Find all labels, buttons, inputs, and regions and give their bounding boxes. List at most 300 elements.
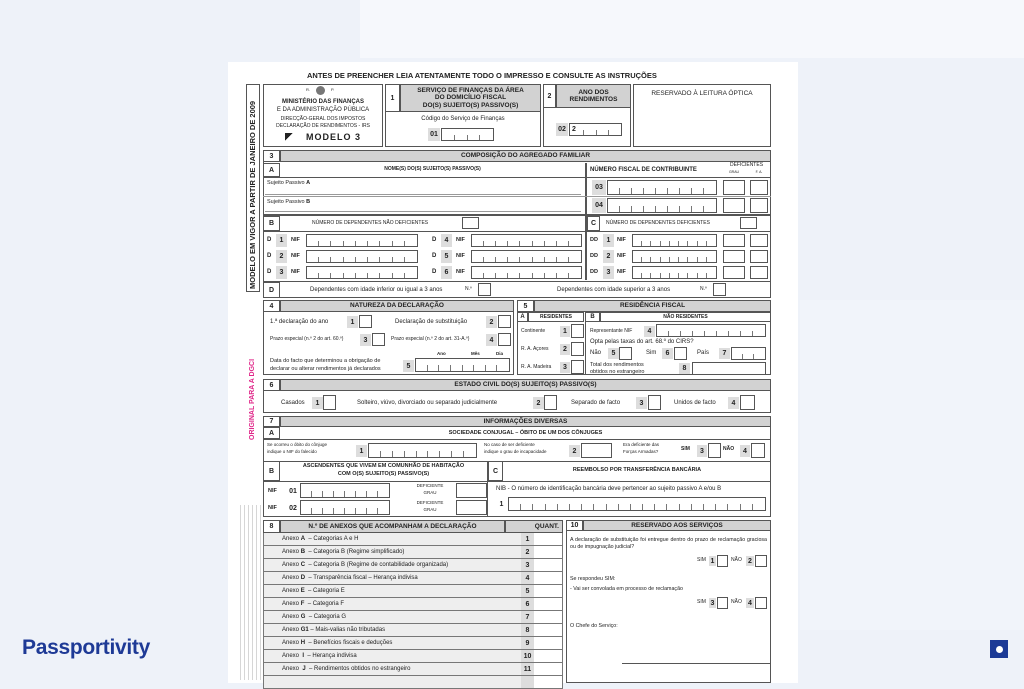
digit-cell[interactable] <box>356 501 367 514</box>
digit-cell[interactable] <box>569 235 581 246</box>
digit-cell[interactable] <box>707 235 716 246</box>
digit-cell[interactable] <box>668 181 680 194</box>
disabled-dependent-1-nif-input[interactable] <box>632 234 717 247</box>
digit-cell[interactable] <box>369 444 381 457</box>
madeira-checkbox[interactable] <box>571 360 584 374</box>
digit-cell[interactable] <box>688 251 697 262</box>
digit-cell[interactable] <box>533 235 545 246</box>
ascendant-1-nif-input[interactable] <box>300 483 390 498</box>
digit-cell[interactable] <box>331 235 343 246</box>
armed-forces-header: F. A. <box>755 170 763 174</box>
digit-cell[interactable] <box>508 267 520 278</box>
taxpayer-a-name-input[interactable] <box>265 194 581 195</box>
annex-label <box>264 598 521 610</box>
digit-cell[interactable] <box>651 267 660 278</box>
annex-quantity-input[interactable] <box>534 533 562 545</box>
divider <box>263 196 771 197</box>
digit-cell[interactable] <box>698 267 707 278</box>
digit-cell[interactable] <box>557 251 569 262</box>
article-68-no-checkbox[interactable] <box>619 347 632 360</box>
foreign-income-input[interactable] <box>692 362 766 375</box>
digit-cell[interactable] <box>679 235 688 246</box>
annex-quantity-input[interactable] <box>534 637 562 649</box>
digit-cell[interactable] <box>345 484 356 497</box>
taxpayer-b-name-input[interactable] <box>265 211 581 212</box>
dependent-number: 5 <box>441 250 452 263</box>
divider <box>263 439 771 440</box>
digit-cell[interactable] <box>307 235 319 246</box>
digit-cell[interactable] <box>439 359 451 371</box>
digit-cell[interactable] <box>533 267 545 278</box>
convert-no-checkbox[interactable] <box>755 597 767 609</box>
annex-quantity-input[interactable] <box>534 572 562 584</box>
digit-cell[interactable] <box>693 325 705 336</box>
dependent-3-nif-input[interactable] <box>306 266 418 279</box>
disabled-dependents-input[interactable] <box>740 217 757 229</box>
digit-cell[interactable] <box>707 251 716 262</box>
digit-cell[interactable] <box>657 325 669 336</box>
digit-cell[interactable] <box>717 325 729 336</box>
number-label: N.º <box>465 286 472 292</box>
digit-cell[interactable] <box>688 235 697 246</box>
representative-nif-input[interactable] <box>656 324 766 337</box>
digit-cell[interactable] <box>681 325 693 336</box>
disabled-dependent-3-nif-input[interactable] <box>632 266 717 279</box>
digit-cell[interactable] <box>633 267 642 278</box>
digit-cell[interactable] <box>743 348 754 359</box>
digit-cell[interactable] <box>380 235 392 246</box>
digit-cell[interactable] <box>680 181 692 194</box>
digit-cell[interactable] <box>692 199 704 212</box>
digit-cell[interactable] <box>619 498 631 510</box>
digit-cell[interactable] <box>428 359 440 371</box>
degree-input[interactable] <box>723 250 745 263</box>
digit-cell[interactable] <box>331 251 343 262</box>
non-disabled-dependents-input[interactable] <box>462 217 479 229</box>
deadline-no-checkbox[interactable] <box>755 555 767 567</box>
option-number: 1 <box>347 316 358 328</box>
disability-degree-label: No caso de ser deficiente <box>484 442 535 447</box>
annex-label <box>264 611 521 623</box>
digit-cell[interactable] <box>597 124 609 135</box>
section-8-title: N.º DE ANEXOS QUE ACOMPANHAM A DECLARAÇÃO <box>280 520 505 533</box>
digit-cell[interactable] <box>472 267 484 278</box>
digit-cell[interactable] <box>632 181 644 194</box>
digit-cell[interactable] <box>728 498 740 510</box>
digit-cell[interactable] <box>356 251 368 262</box>
digit-cell[interactable] <box>732 348 743 359</box>
digit-cell[interactable] <box>484 267 496 278</box>
dependent-4-nif-input[interactable] <box>471 234 582 247</box>
digit-cell[interactable] <box>668 199 680 212</box>
digit-cell[interactable] <box>367 484 378 497</box>
annex-quantity-input[interactable] <box>534 663 562 675</box>
digit-cell[interactable] <box>680 498 692 510</box>
digit-cell[interactable] <box>472 235 484 246</box>
digit-cell[interactable] <box>368 251 380 262</box>
digit-cell[interactable] <box>496 251 508 262</box>
annex-word: Anexo <box>282 588 300 594</box>
digit-cell[interactable] <box>319 267 331 278</box>
annex-description: – Categoria B (Regime de contabilidade organizada) <box>308 562 449 568</box>
digit-cell[interactable] <box>620 181 632 194</box>
digit-cell[interactable] <box>323 501 334 514</box>
digit-cell[interactable] <box>570 498 582 510</box>
digit-cell[interactable] <box>319 251 331 262</box>
country-input[interactable] <box>731 347 766 360</box>
annex-quantity-input[interactable] <box>534 559 562 571</box>
digit-cell[interactable] <box>670 251 679 262</box>
dot-icon <box>996 646 1003 653</box>
annex-number: 7 <box>521 611 534 623</box>
digit-cell[interactable] <box>584 124 596 135</box>
digit-cell[interactable] <box>667 498 679 510</box>
azores-checkbox[interactable] <box>571 342 584 356</box>
digit-cell[interactable] <box>692 498 704 510</box>
digit-cell[interactable] <box>698 251 707 262</box>
digit-cell[interactable] <box>704 498 716 510</box>
digit-cell[interactable] <box>440 444 452 457</box>
digit-cell[interactable] <box>378 484 389 497</box>
digit-cell[interactable] <box>557 267 569 278</box>
digit-cell[interactable] <box>442 129 455 140</box>
page-indicator-icon[interactable] <box>990 640 1008 658</box>
convert-yes-checkbox[interactable] <box>717 597 728 609</box>
digit-cell[interactable] <box>670 267 679 278</box>
annex-quantity-input[interactable] <box>534 598 562 610</box>
background-shape <box>800 300 1024 630</box>
digit-cell[interactable] <box>323 484 334 497</box>
digit-cell[interactable] <box>334 484 345 497</box>
digit-cell[interactable] <box>546 498 558 510</box>
divider <box>263 231 771 232</box>
digit-cell[interactable] <box>608 181 620 194</box>
digit-cell[interactable] <box>380 267 392 278</box>
substitution-checkbox[interactable] <box>498 315 511 328</box>
digit-cell[interactable] <box>319 235 331 246</box>
digit-cell[interactable] <box>356 235 368 246</box>
digit-cell[interactable] <box>452 444 464 457</box>
annex-quantity-input[interactable] <box>534 585 562 597</box>
digit-cell[interactable] <box>704 199 716 212</box>
subsection-letter: A <box>263 163 280 177</box>
digit-cell[interactable] <box>609 124 621 135</box>
digit-cell[interactable] <box>496 235 508 246</box>
taxpayer-a-nif-input[interactable] <box>607 180 717 195</box>
digit-cell[interactable] <box>307 251 319 262</box>
digit-cell[interactable] <box>545 251 557 262</box>
country-label: País <box>697 350 710 356</box>
tax-logo-icon <box>285 133 297 141</box>
digit-cell[interactable] <box>520 235 532 246</box>
digit-cell[interactable] <box>669 325 681 336</box>
deceased-nif-input[interactable] <box>368 443 477 458</box>
digit-cell[interactable] <box>642 267 651 278</box>
ascendant-1-degree-input[interactable] <box>456 483 487 498</box>
digit-cell[interactable] <box>705 325 717 336</box>
background-shape <box>360 0 1024 58</box>
digit-cell[interactable] <box>393 251 405 262</box>
digit-cell[interactable] <box>356 267 368 278</box>
digit-cell[interactable] <box>472 251 484 262</box>
single-checkbox[interactable] <box>544 395 557 410</box>
digit-cell[interactable] <box>307 267 319 278</box>
annex-quantity-input[interactable] <box>534 676 562 688</box>
disabled-dependent-label: DD <box>590 237 598 243</box>
digit-cell[interactable] <box>679 251 688 262</box>
digit-cell[interactable] <box>716 498 728 510</box>
annex-letter: J <box>302 666 306 672</box>
digit-cell[interactable] <box>368 267 380 278</box>
digit-cell[interactable] <box>509 498 521 510</box>
digit-cell[interactable] <box>545 235 557 246</box>
fa-input[interactable] <box>750 234 768 247</box>
dependent-1-nif-input[interactable] <box>306 234 418 247</box>
digit-cell[interactable] <box>393 267 405 278</box>
digit-cell[interactable] <box>464 444 476 457</box>
digit-cell[interactable] <box>428 444 440 457</box>
annex-label <box>264 676 521 688</box>
income-year-input[interactable] <box>569 123 622 136</box>
degree-input[interactable] <box>723 234 745 247</box>
option-number: 2 <box>560 344 570 355</box>
digit-cell[interactable] <box>520 251 532 262</box>
digit-cell[interactable] <box>484 235 496 246</box>
degree-header: GRAU <box>728 170 740 174</box>
section-4-title: NATUREZA DA DECLARAÇÃO <box>280 300 514 312</box>
annex-number: 3 <box>521 559 534 571</box>
ascendants-title: ASCENDENTES QUE VIVEM EM COMUNHÃO DE HABITAÇÃO <box>302 463 465 469</box>
special-deadline-31a-checkbox[interactable] <box>498 333 511 346</box>
first-declaration-checkbox[interactable] <box>359 315 372 328</box>
annex-number: 4 <box>521 572 534 584</box>
digit-cell[interactable] <box>582 498 594 510</box>
digit-cell[interactable] <box>594 498 606 510</box>
digit-cell[interactable] <box>642 251 651 262</box>
digit-cell[interactable] <box>345 501 356 514</box>
original-dgci-text: ORIGINAL PARA A DGCI <box>249 358 256 440</box>
taxpayer-b-degree-input[interactable] <box>723 198 745 213</box>
digit-cell[interactable] <box>380 251 392 262</box>
year-label: Ano <box>437 351 446 356</box>
digit-cell[interactable] <box>496 267 508 278</box>
digit-cell[interactable] <box>643 498 655 510</box>
annex-label <box>264 637 521 649</box>
signature-line[interactable] <box>622 663 771 664</box>
digit-cell[interactable] <box>741 325 753 336</box>
digit-cell[interactable] <box>651 251 660 262</box>
digit-cell[interactable] <box>753 498 765 510</box>
digit-cell[interactable] <box>632 199 644 212</box>
digit-cell[interactable] <box>331 267 343 278</box>
digit-cell[interactable] <box>486 359 498 371</box>
fa-input[interactable] <box>750 250 768 263</box>
digit-cell[interactable] <box>545 267 557 278</box>
digit-cell[interactable] <box>661 267 670 278</box>
taxpayer-b-nif-input[interactable] <box>607 198 717 213</box>
brand-logo[interactable]: Passportivity <box>22 636 150 659</box>
year-digit[interactable]: 2 <box>570 124 584 135</box>
disability-degree-input[interactable] <box>581 443 612 458</box>
digit-cell[interactable] <box>729 325 741 336</box>
digit-cell[interactable] <box>533 498 545 510</box>
armed-forces-yes-checkbox[interactable] <box>708 443 721 458</box>
digit-cell[interactable] <box>753 325 765 336</box>
title-line: ANO DOS <box>578 88 609 96</box>
digit-cell[interactable] <box>741 498 753 510</box>
digit-cell[interactable] <box>393 235 405 246</box>
separated-checkbox[interactable] <box>648 395 661 410</box>
special-deadline-60-checkbox[interactable] <box>372 333 385 346</box>
digit-cell[interactable] <box>692 181 704 194</box>
annex-description: – Transparência fiscal – Herança indivisa <box>308 575 418 581</box>
dependent-2-nif-input[interactable] <box>306 250 418 263</box>
digit-cell[interactable] <box>405 267 417 278</box>
digit-cell[interactable] <box>301 484 312 497</box>
digit-cell[interactable] <box>463 359 475 371</box>
digit-cell[interactable] <box>688 267 697 278</box>
married-checkbox[interactable] <box>323 395 336 410</box>
nib-input[interactable] <box>508 497 766 511</box>
digit-cell[interactable] <box>508 235 520 246</box>
digit-cell[interactable] <box>661 251 670 262</box>
article-68-yes-checkbox[interactable] <box>674 347 687 360</box>
nif-label: NIF <box>617 237 626 243</box>
older-dependents-input[interactable] <box>713 283 726 296</box>
annex-word: Anexo <box>282 549 300 555</box>
fact-date-label: declarar ou alterar rendimentos já declarados <box>270 366 381 372</box>
digit-cell[interactable] <box>367 501 378 514</box>
section-6-title: ESTADO CIVIL DO(S) SUJEITO(S) PASSIVO(S) <box>280 379 771 391</box>
digit-cell[interactable] <box>569 251 581 262</box>
digit-cell[interactable] <box>698 235 707 246</box>
digit-cell[interactable] <box>569 267 581 278</box>
dependent-6-nif-input[interactable] <box>471 266 582 279</box>
nif-label: NIF <box>291 237 300 243</box>
digit-cell[interactable] <box>508 251 520 262</box>
digit-cell[interactable] <box>497 359 509 371</box>
armed-forces-label: Era deficiente das <box>623 442 660 447</box>
digit-cell[interactable] <box>405 444 417 457</box>
digit-cell[interactable] <box>644 199 656 212</box>
annex-description: – Categoria E <box>308 588 345 594</box>
digit-cell[interactable] <box>520 267 532 278</box>
digit-cell[interactable] <box>344 267 356 278</box>
tax-office-code-input[interactable] <box>441 128 494 141</box>
mainland-checkbox[interactable] <box>571 324 584 338</box>
digit-cell[interactable] <box>521 498 533 510</box>
digit-cell[interactable] <box>656 199 668 212</box>
no-label: NÃO <box>723 446 735 452</box>
digit-cell[interactable] <box>633 235 642 246</box>
armed-forces-no-checkbox[interactable] <box>751 443 765 458</box>
taxpayer-b-fa-input[interactable] <box>750 198 768 213</box>
option-number: 3 <box>697 445 707 457</box>
fact-date-label: Data do facto que determinou a obrigação de <box>270 358 381 364</box>
degree-input[interactable] <box>723 266 745 279</box>
digit-cell[interactable] <box>651 235 660 246</box>
digit-cell[interactable] <box>644 181 656 194</box>
digit-cell[interactable] <box>707 267 716 278</box>
dependent-5-nif-input[interactable] <box>471 250 582 263</box>
digit-cell[interactable] <box>754 348 765 359</box>
digit-cell[interactable] <box>381 444 393 457</box>
annex-quantity-input[interactable] <box>534 650 562 662</box>
option-number: 2 <box>533 397 544 409</box>
annex-quantity-input[interactable] <box>534 611 562 623</box>
substitution-label: Declaração de substituição <box>395 319 468 325</box>
digit-cell[interactable] <box>656 181 668 194</box>
title-line: DO(S) SUJEITO(S) PASSIVO(S) <box>422 101 519 109</box>
digit-cell[interactable] <box>661 235 670 246</box>
digit-cell[interactable] <box>344 251 356 262</box>
nif-label: NIF <box>268 488 277 494</box>
ascendant-2-degree-input[interactable] <box>456 500 487 515</box>
digit-cell[interactable] <box>557 235 569 246</box>
digit-cell[interactable] <box>704 181 716 194</box>
digit-cell[interactable] <box>368 235 380 246</box>
digit-cell[interactable] <box>679 267 688 278</box>
disabled-dependent-2-nif-input[interactable] <box>632 250 717 263</box>
taxpayer-a-fa-input[interactable] <box>750 180 768 195</box>
deadline-yes-checkbox[interactable] <box>717 555 728 567</box>
young-dependents-input[interactable] <box>478 283 491 296</box>
digit-cell[interactable] <box>451 359 463 371</box>
digit-cell[interactable] <box>642 235 651 246</box>
digit-cell[interactable] <box>558 498 570 510</box>
digit-cell[interactable] <box>631 498 643 510</box>
fact-date-input[interactable] <box>415 358 510 372</box>
digit-cell[interactable] <box>301 501 312 514</box>
digit-cell[interactable] <box>378 501 389 514</box>
representative-nif-label: Representante NIF <box>590 328 633 334</box>
digit-cell[interactable] <box>344 235 356 246</box>
annex-quantity-input[interactable] <box>534 624 562 636</box>
digit-cell[interactable] <box>608 199 620 212</box>
digit-cell[interactable] <box>405 235 417 246</box>
annex-quantity-input[interactable] <box>534 546 562 558</box>
dependent-number: 4 <box>441 234 452 247</box>
digit-cell[interactable] <box>533 251 545 262</box>
digit-cell[interactable] <box>670 235 679 246</box>
digit-cell[interactable] <box>393 444 405 457</box>
digit-cell[interactable] <box>417 444 429 457</box>
digit-cell[interactable] <box>312 484 323 497</box>
digit-cell[interactable] <box>474 359 486 371</box>
digit-cell[interactable] <box>334 501 345 514</box>
civil-union-checkbox[interactable] <box>740 395 755 410</box>
digit-cell[interactable] <box>620 199 632 212</box>
digit-cell[interactable] <box>484 251 496 262</box>
annex-letter: G <box>300 614 306 620</box>
digit-cell[interactable] <box>312 501 323 514</box>
taxpayer-a-degree-input[interactable] <box>723 180 745 195</box>
digit-cell[interactable] <box>455 129 468 140</box>
field-label: Código do Serviço de Finanças <box>421 116 505 122</box>
digit-cell[interactable] <box>468 129 481 140</box>
section-number: 10 <box>566 520 583 531</box>
digit-cell[interactable] <box>680 199 692 212</box>
digit-cell[interactable] <box>480 129 493 140</box>
ascendant-2-nif-input[interactable] <box>300 500 390 515</box>
digit-cell[interactable] <box>607 498 619 510</box>
digit-cell[interactable] <box>633 251 642 262</box>
digit-cell[interactable] <box>405 251 417 262</box>
digit-cell[interactable] <box>416 359 428 371</box>
digit-cell[interactable] <box>356 484 367 497</box>
fa-input[interactable] <box>750 266 768 279</box>
digit-cell[interactable] <box>655 498 667 510</box>
